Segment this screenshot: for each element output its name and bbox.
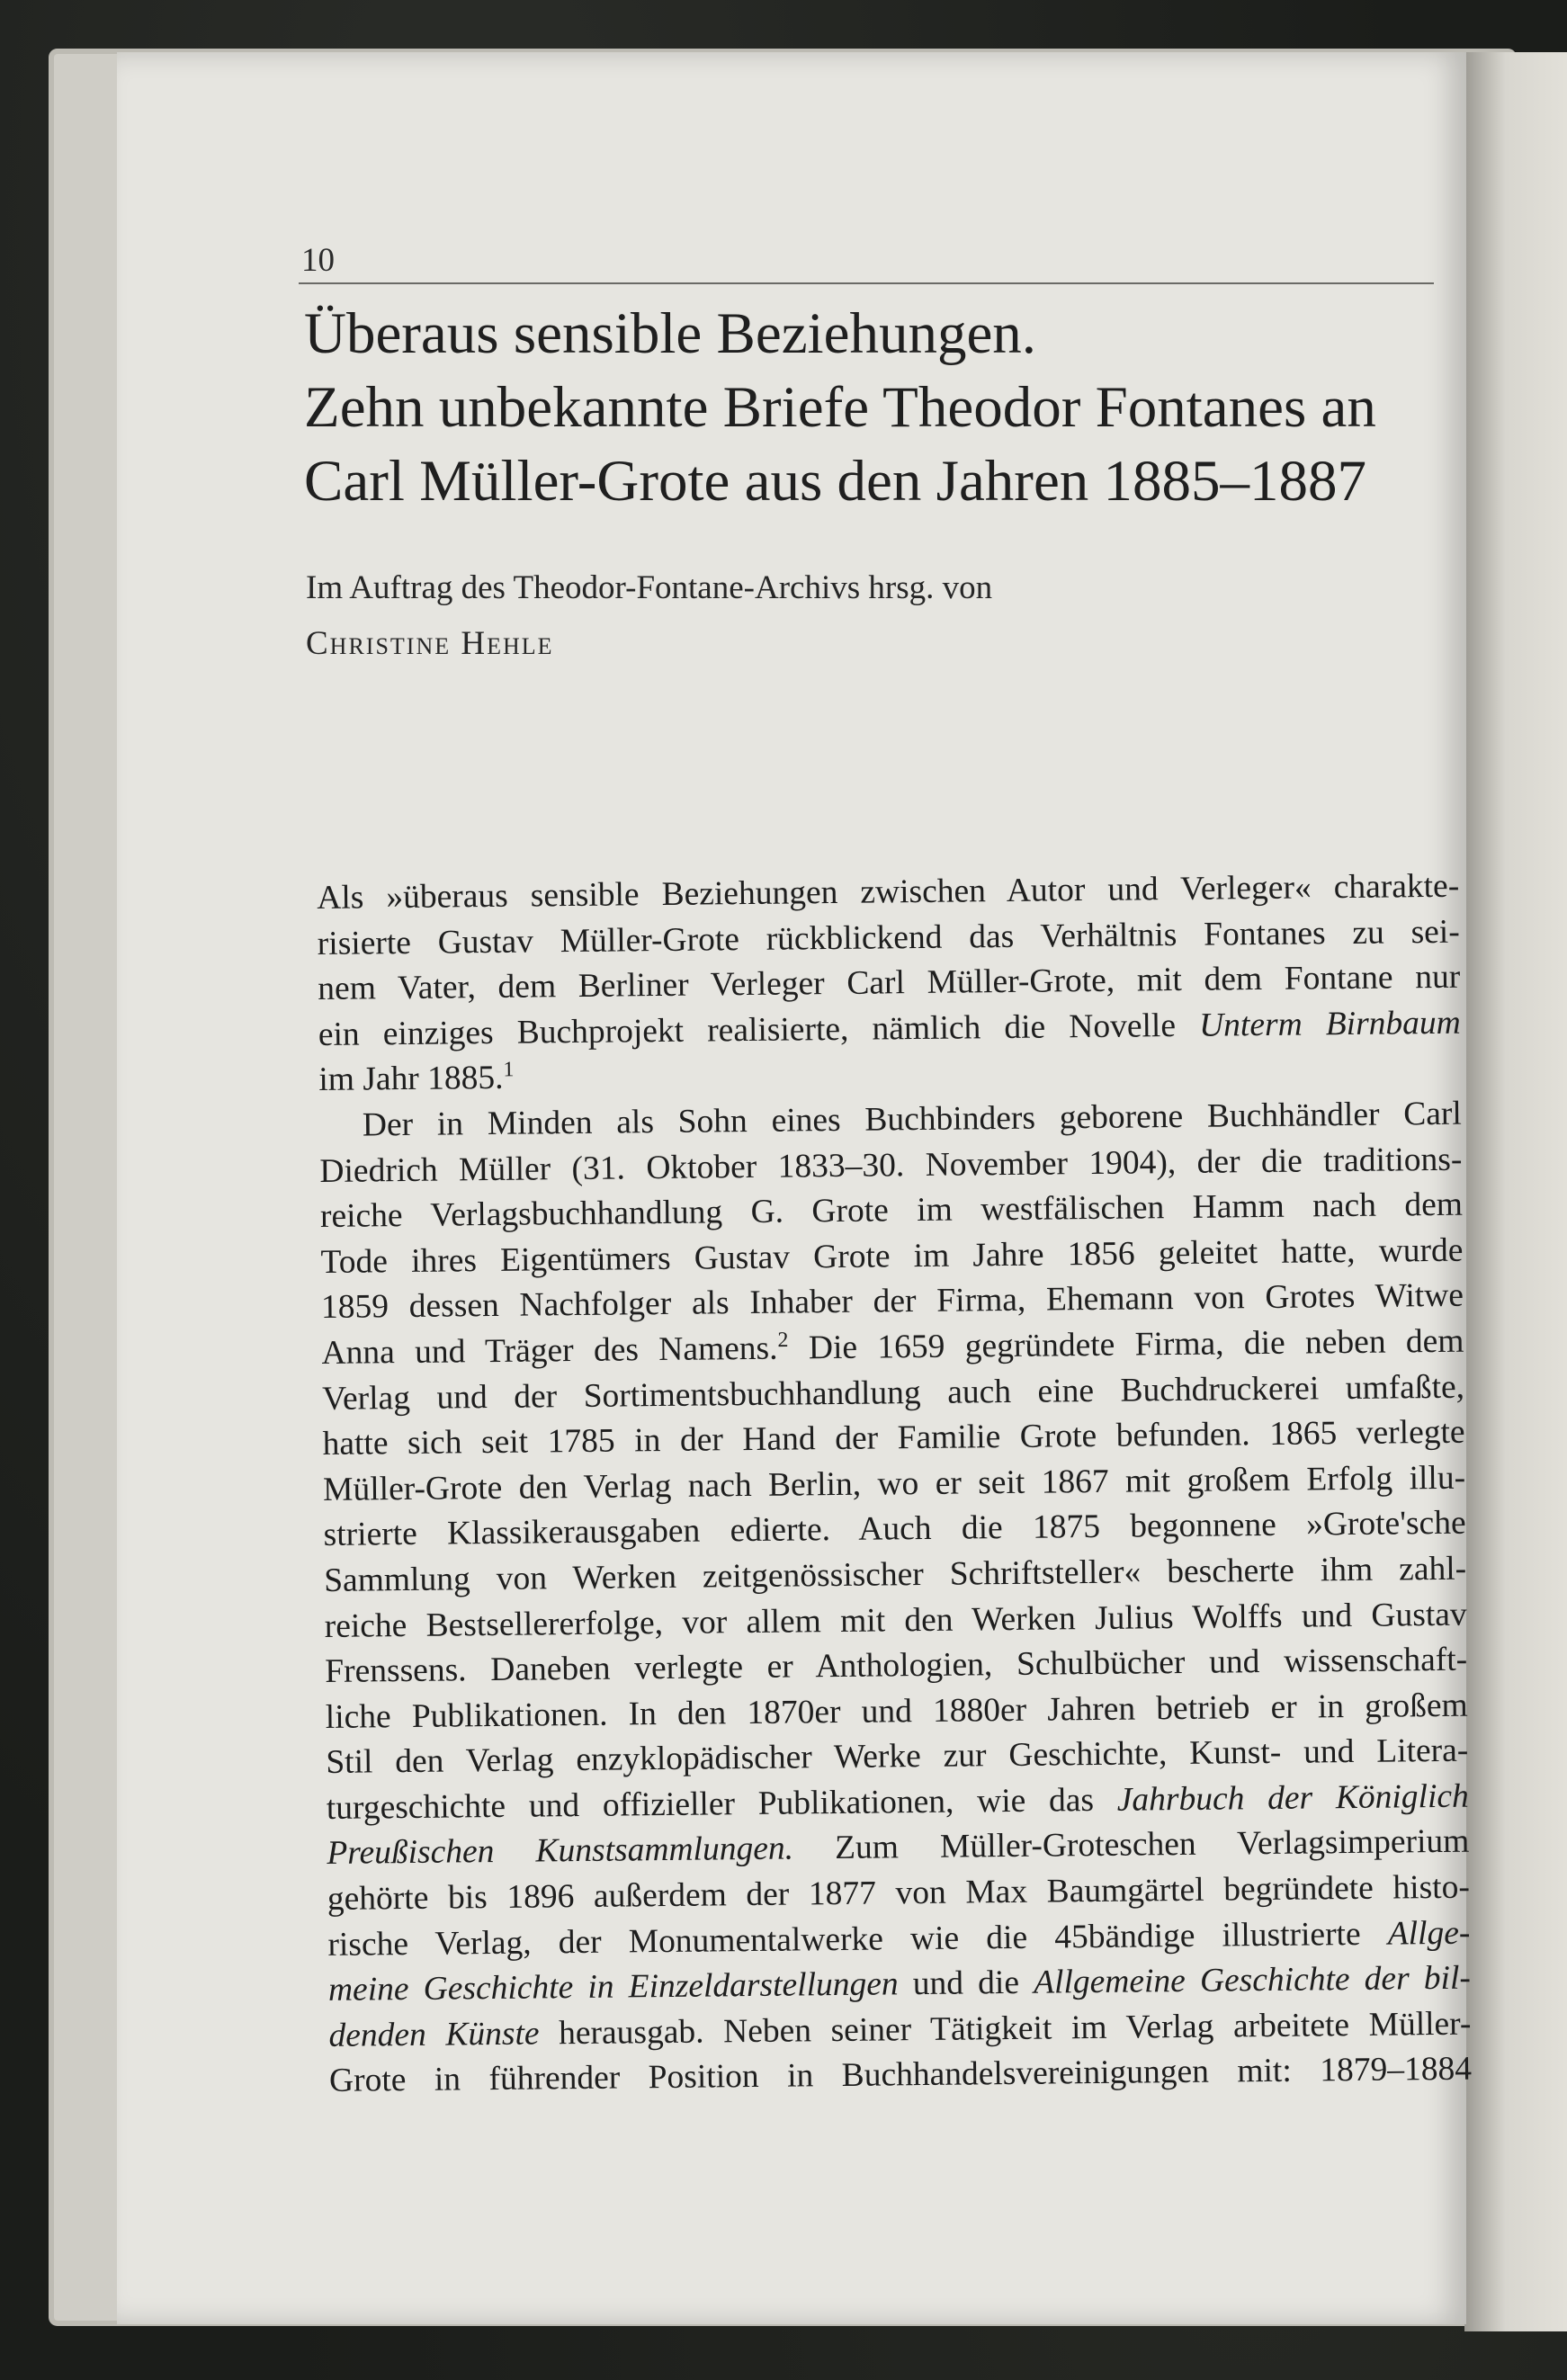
book-title: Preußischen Kunstsammlungen. bbox=[327, 1830, 794, 1873]
body-line: liche Publikationen. In den 1870er und 1880er Jahren betrieb er in großem bbox=[325, 1687, 1468, 1736]
body-line: reiche Bestsellererfolge, vor allem mit den Werken Julius Wolffs und Gustav bbox=[324, 1596, 1467, 1645]
body-line: Grote in führender Position in Buchhandelsvereinigungen mit: 1879–1884 bbox=[328, 2051, 1473, 2100]
adjacent-page-edge bbox=[1464, 52, 1567, 2331]
body-line: risierte Gustav Müller-Grote rückblickend das Verhältnis Fontanes zu sei- bbox=[317, 913, 1460, 962]
footnote-marker: 1 bbox=[503, 1058, 515, 1082]
editor-note: Im Auftrag des Theodor-Fontane-Archivs hrsg. von bbox=[306, 569, 993, 606]
body-line: strierte Klassikerausgaben edierte. Auch die 1875 begonnene »Grote'sche bbox=[323, 1504, 1466, 1554]
header-rule bbox=[299, 282, 1434, 284]
body-line: Stil den Verlag enzyklopädischer Werke zur Geschichte, Kunst- und Litera- bbox=[326, 1731, 1469, 1782]
book-title: denden Künste bbox=[328, 2015, 540, 2054]
body-text-run: Die 1659 gegründete Firma, die neben dem bbox=[788, 1322, 1464, 1367]
body-text-run: im Jahr 1885. bbox=[318, 1060, 504, 1099]
book-title: meine Geschichte in Einzeldarstellungen bbox=[327, 1965, 899, 2009]
body-line: 1859 dessen Nachfolger als Inhaber der Firma, Ehemann von Grotes Witwe bbox=[320, 1277, 1464, 1327]
body-text-run: Anna und Träger des Namens. bbox=[321, 1329, 778, 1372]
body-text-run: Zum Müller-Groteschen Verlagsimperium bbox=[792, 1823, 1470, 1867]
body-text-run: herausgab. Neben seiner Tätigkeit im Verlag arbeitete Müller- bbox=[539, 2005, 1472, 2053]
body-text bbox=[317, 864, 1472, 2105]
editor-name: Christine Hehle bbox=[306, 625, 554, 662]
title-line-2: Zehn unbekannte Briefe Theodor Fontanes an bbox=[304, 375, 1376, 440]
body-text-run: und die bbox=[898, 1964, 1034, 2003]
body-line: hatte sich seit 1785 in der Hand der Familie Grote befunden. 1865 verlegte bbox=[322, 1413, 1465, 1463]
title-line-3: Carl Müller-Grote aus den Jahren 1885–1887 bbox=[304, 449, 1367, 514]
body-line: Verlag und der Sortimentsbuchhandlung auch eine Buchdruckerei umfaßte, bbox=[321, 1368, 1465, 1418]
footnote-marker: 2 bbox=[777, 1328, 789, 1353]
body-text-run: ein einziges Buchprojekt realisierte, nämlich die Novelle bbox=[318, 1007, 1200, 1053]
body-line: nem Vater, dem Berliner Verleger Carl Müller-Grote, mit dem Fontane nur bbox=[318, 958, 1461, 1008]
body-text-run: rische Verlag, der Monumentalwerke wie die 45bändige illustrierte bbox=[327, 1915, 1388, 1964]
body-line: Als »überaus sensible Beziehungen zwischen Autor und Verleger« charakte- bbox=[317, 867, 1460, 917]
body-line: Müller-Grote den Verlag nach Berlin, wo er seit 1867 mit großem Erfolg illu- bbox=[322, 1459, 1466, 1508]
title-line-1: Überaus sensible Beziehungen. bbox=[304, 301, 1037, 366]
book-title: Allge- bbox=[1387, 1914, 1471, 1953]
body-line: reiche Verlagsbuchhandlung G. Grote im westfälischen Hamm nach dem bbox=[319, 1186, 1464, 1236]
article-title bbox=[304, 297, 1464, 518]
body-line: Diedrich Müller (31. Oktober 1833–30. November 1904), der die traditions- bbox=[319, 1141, 1463, 1190]
body-text-run: turgeschichte und offizieller Publikationen, wie das bbox=[326, 1781, 1117, 1827]
body-line: Der in Minden als Sohn eines Buchbinders geborene Buchhändler Carl bbox=[362, 1095, 1463, 1144]
book-title: Allgemeine Geschichte der bil- bbox=[1033, 1959, 1472, 2001]
body-line: Sammlung von Werken zeitgenössischer Schriftsteller« bescherte ihm zahl- bbox=[323, 1550, 1467, 1599]
body-line: Tode ihres Eigentümers Gustav Grote im Jahre 1856 geleitet hatte, wurde bbox=[320, 1231, 1464, 1281]
book-title: Unterm Birnbaum bbox=[1198, 1004, 1461, 1044]
body-line: gehörte bis 1896 außerdem der 1877 von Max Baumgärtel begründete histo- bbox=[327, 1868, 1471, 1918]
book-title: Jahrbuch der Königlich bbox=[1116, 1777, 1469, 1819]
body-line: Frenssens. Daneben verlegte er Anthologien, Schulbücher und wissenschaft- bbox=[325, 1641, 1468, 1691]
page-number: 10 bbox=[301, 242, 335, 279]
